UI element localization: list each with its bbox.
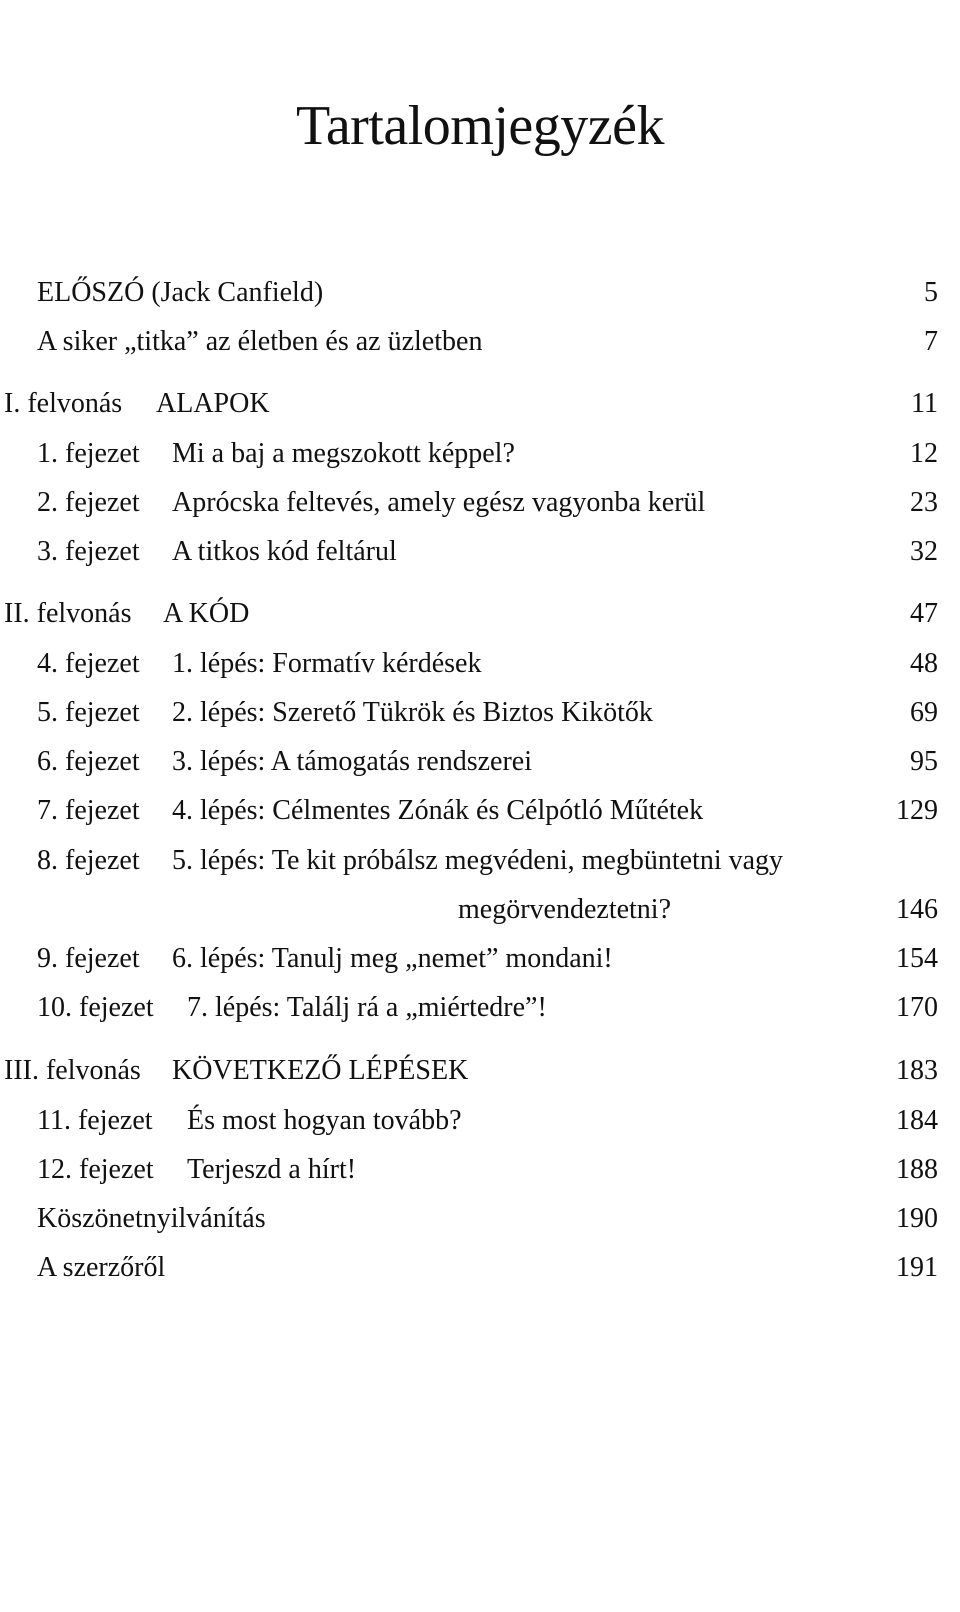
toc-chapter-label: 12. fejezet bbox=[37, 1154, 154, 1185]
toc-chapter-title: Terjeszd a hírt! bbox=[187, 1154, 357, 1185]
toc-page-ch9: 154 bbox=[896, 943, 938, 974]
toc-act-label: I. felvonás bbox=[4, 388, 123, 419]
toc-page-act2: 47 bbox=[910, 598, 938, 629]
toc-page-ch11: 184 bbox=[896, 1105, 938, 1136]
toc-page-ch4: 48 bbox=[910, 648, 938, 679]
toc-chapter-title: 1. lépés: Formatív kérdések bbox=[172, 648, 482, 679]
toc-entry-foreword: ELŐSZÓ (Jack Canfield) bbox=[37, 277, 324, 308]
toc-chapter-label: 10. fejezet bbox=[37, 992, 154, 1023]
toc-chapter-title: Mi a baj a megszokott képpel? bbox=[172, 438, 515, 469]
toc-chapter-title: Aprócska feltevés, amely egész vagyonba kerül bbox=[172, 487, 706, 518]
toc-chapter-title: 7. lépés: Találj rá a „miértedre”! bbox=[187, 992, 547, 1023]
toc-entry-acknowledgements: Köszönetnyilvánítás bbox=[37, 1203, 266, 1234]
toc-entry-secret: A siker „titka” az életben és az üzletben bbox=[37, 326, 483, 357]
toc-chapter-title: 5. lépés: Te kit próbálsz megvédeni, megbüntetni vagy bbox=[172, 845, 784, 876]
toc-chapter-label: 6. fejezet bbox=[37, 746, 140, 777]
toc-act-title: ALAPOK bbox=[156, 388, 270, 419]
toc-page-ch6: 95 bbox=[910, 746, 938, 777]
toc-chapter-title: 4. lépés: Célmentes Zónák és Célpótló Műtétek bbox=[172, 795, 704, 826]
toc-page-ch8: 146 bbox=[896, 894, 938, 925]
toc-chapter-label: 3. fejezet bbox=[37, 536, 140, 567]
page-title: Tartalomjegyzék bbox=[296, 95, 664, 157]
toc-page-ch10: 170 bbox=[896, 992, 938, 1023]
toc-chapter-title: 3. lépés: A támogatás rendszerei bbox=[172, 746, 532, 777]
toc-chapter-label: 11. fejezet bbox=[37, 1105, 153, 1136]
toc-chapter-label: 1. fejezet bbox=[37, 438, 140, 469]
toc-page-act3: 183 bbox=[896, 1055, 938, 1086]
toc-chapter-title: 2. lépés: Szerető Tükrök és Biztos Kikötők bbox=[172, 697, 653, 728]
toc-page-act1: 11 bbox=[911, 388, 938, 419]
toc-page-foreword: 5 bbox=[924, 277, 938, 308]
toc-chapter-title: A titkos kód feltárul bbox=[172, 536, 397, 567]
toc-chapter-label: 2. fejezet bbox=[37, 487, 140, 518]
toc-chapter-title: És most hogyan tovább? bbox=[187, 1105, 462, 1136]
toc-page-secret: 7 bbox=[924, 326, 938, 357]
toc-chapter-label: 5. fejezet bbox=[37, 697, 140, 728]
toc-page-ch12: 188 bbox=[896, 1154, 938, 1185]
toc-page-acknowledgements: 190 bbox=[896, 1203, 938, 1234]
toc-page-ch7: 129 bbox=[896, 795, 938, 826]
toc-chapter-label: 4. fejezet bbox=[37, 648, 140, 679]
toc-chapter-title: 6. lépés: Tanulj meg „nemet” mondani! bbox=[172, 943, 613, 974]
toc-entry-about-author: A szerzőről bbox=[37, 1252, 166, 1283]
toc-chapter-label: 9. fejezet bbox=[37, 943, 140, 974]
toc-page-about-author: 191 bbox=[896, 1252, 938, 1283]
toc-chapter-label: 7. fejezet bbox=[37, 795, 140, 826]
toc-act-label: II. felvonás bbox=[4, 598, 132, 629]
toc-act-label: III. felvonás bbox=[4, 1055, 141, 1086]
toc-chapter-title-continued: megörvendeztetni? bbox=[458, 894, 672, 925]
toc-page-ch2: 23 bbox=[910, 487, 938, 518]
toc-page-ch3: 32 bbox=[910, 536, 938, 567]
toc-act-title: KÖVETKEZŐ LÉPÉSEK bbox=[172, 1055, 469, 1086]
toc-page-ch5: 69 bbox=[910, 697, 938, 728]
toc-act-title: A KÓD bbox=[163, 598, 250, 629]
toc-chapter-label: 8. fejezet bbox=[37, 845, 140, 876]
toc-page-ch1: 12 bbox=[910, 438, 938, 469]
